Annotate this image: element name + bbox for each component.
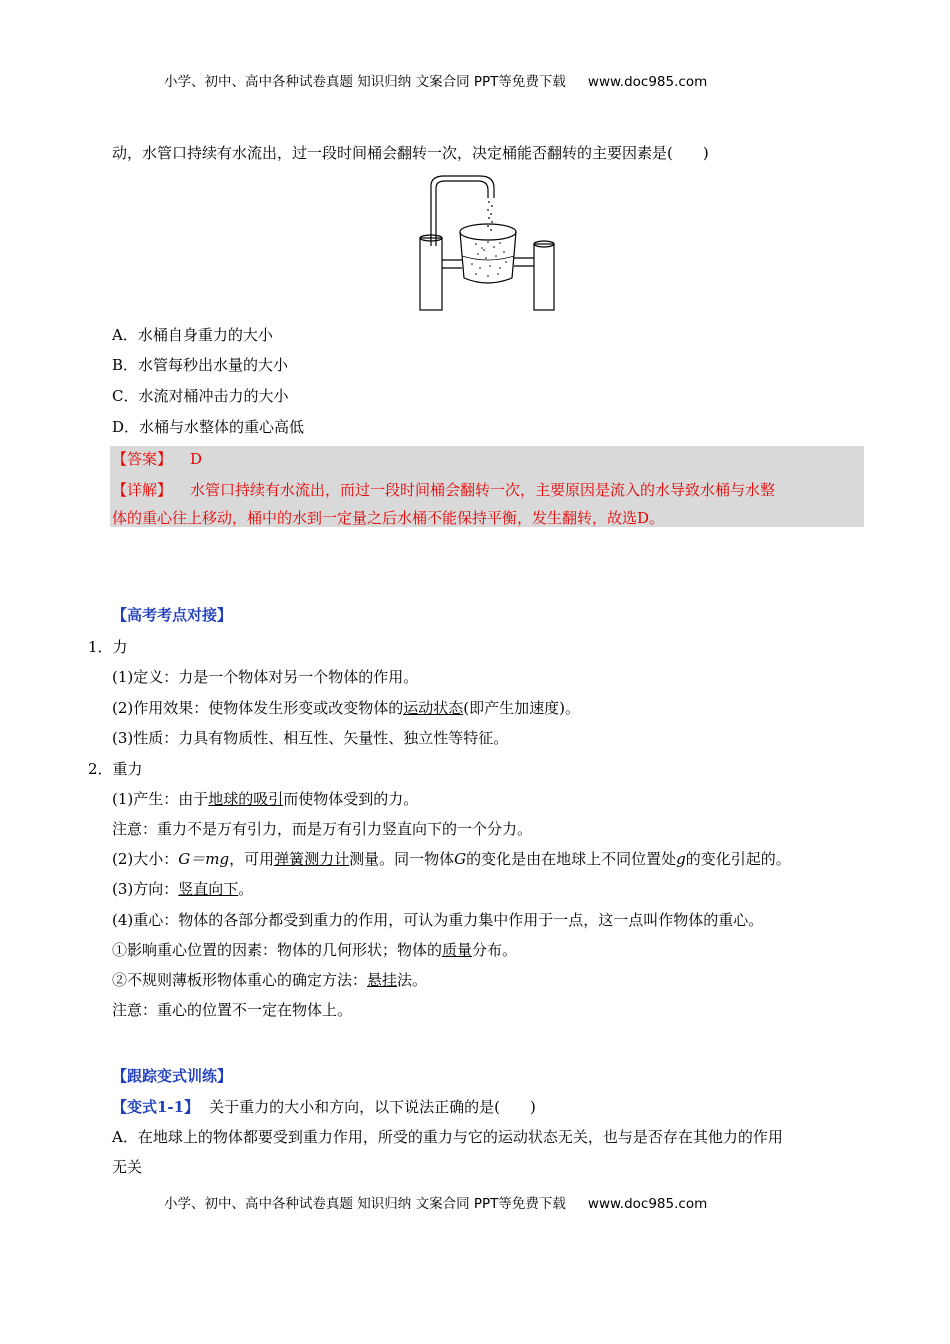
item2-origin-pre: (1)产生：由于 <box>112 790 209 808</box>
variant-option-a-line2[interactable]: 无关 <box>112 1158 143 1176</box>
item2-size-mid: ，可用 <box>229 850 275 868</box>
item1-nature: (3)性质：力具有物质性、相互性、矢量性、独立性等特征。 <box>112 729 509 747</box>
detail-text-2: 体的重心往上移动，桶中的水到一定量之后水桶不能保持平衡，发生翻转，故选D。 <box>112 509 665 527</box>
item2-heading: 2．重力 <box>88 760 143 778</box>
section-title-training: 【跟踪变式训练】 <box>112 1067 233 1085</box>
item2-size-pre: (2)大小： <box>112 850 179 868</box>
item2-size-g: g <box>676 850 686 868</box>
answer-label: 【答案】 <box>112 450 173 468</box>
option-d[interactable]: D．水桶与水整体的重心高低 <box>112 418 305 436</box>
header-url[interactable]: www.doc985.com <box>587 74 708 90</box>
footer-text: 小学、初中、高中各种试卷真题 知识归纳 文案合同 PPT等免费下载 <box>164 1196 566 1212</box>
page-header <box>164 70 707 90</box>
variant-option-a-line1[interactable]: A．在地球上的物体都要受到重力作用，所受的重力与它的运动状态无关，也与是否存在其他力的作用 <box>112 1128 783 1146</box>
item2-method-post: 法。 <box>397 971 428 989</box>
item2-size-key: 弹簧测力计 <box>274 850 350 868</box>
question-stem: 动，水管口持续有水流出，过一段时间桶会翻转一次，决定桶能否翻转的主要因素是( ) <box>112 144 709 162</box>
item1-heading: 1．力 <box>88 638 128 656</box>
item2-size-formula: G＝mg <box>178 850 230 868</box>
variant-text: 关于重力的大小和方向，以下说法正确的是( ) <box>209 1098 536 1116</box>
item2-method-pre: ②不规则薄板形物体重心的确定方法： <box>112 971 368 989</box>
option-c[interactable]: C．水流对桶冲击力的大小 <box>112 387 289 405</box>
option-b[interactable]: B．水管每秒出水量的大小 <box>112 356 289 374</box>
variant-question <box>112 1097 536 1117</box>
item2-size-post1: 测量。同一物体 <box>349 850 455 868</box>
item2-dir-post: 。 <box>238 880 254 898</box>
item2-size-G: G <box>454 850 467 868</box>
item1-effect-pre: (2)作用效果：使物体发生形变或改变物体的 <box>112 699 404 717</box>
item2-method-key: 悬挂 <box>367 971 398 989</box>
item2-method <box>112 970 427 990</box>
item2-size-post3: 的变化引起的。 <box>685 850 791 868</box>
item2-factor-key: 质量 <box>442 941 473 959</box>
detail-label: 【详解】 <box>112 481 173 499</box>
detail-line-1 <box>112 480 775 500</box>
header-text: 小学、初中、高中各种试卷真题 知识归纳 文案合同 PPT等免费下载 <box>164 74 566 90</box>
answer-line <box>112 449 202 469</box>
item2-note1: 注意：重力不是万有引力，而是万有引力竖直向下的一个分力。 <box>112 820 533 838</box>
item2-size-post2: 的变化是由在地球上不同位置处 <box>466 850 677 868</box>
variant-label: 【变式1-1】 <box>112 1098 200 1116</box>
item1-definition: (1)定义：力是一个物体对另一个物体的作用。 <box>112 668 419 686</box>
answer-value: D <box>190 450 203 468</box>
item2-factor <box>112 940 517 960</box>
item2-origin-key: 地球的吸引 <box>208 790 284 808</box>
page-footer <box>164 1192 707 1212</box>
footer-url[interactable]: www.doc985.com <box>587 1196 708 1212</box>
item2-factor-post: 分布。 <box>472 941 518 959</box>
section-title-exam: 【高考考点对接】 <box>112 606 233 624</box>
item1-effect-key: 运动状态 <box>403 699 464 717</box>
item2-dir-pre: (3)方向： <box>112 880 179 898</box>
item2-center: (4)重心：物体的各部分都受到重力的作用，可认为重力集中作用于一点，这一点叫作物体的重心。 <box>112 911 764 929</box>
item2-origin <box>112 789 418 809</box>
item2-factor-pre: ①影响重心位置的因素：物体的几何形状；物体的 <box>112 941 443 959</box>
detail-text-1: 水管口持续有水流出，而过一段时间桶会翻转一次，主要原因是流入的水导致水桶与水整 <box>190 481 776 499</box>
item1-effect-post: (即产生加速度)。 <box>463 699 580 717</box>
item2-note2: 注意：重心的位置不一定在物体上。 <box>112 1001 353 1019</box>
option-a[interactable]: A．水桶自身重力的大小 <box>112 326 273 344</box>
item2-direction <box>112 879 253 899</box>
item2-dir-key: 竖直向下 <box>178 880 239 898</box>
item1-effect <box>112 698 580 718</box>
item2-origin-post: 而使物体受到的力。 <box>283 790 419 808</box>
bucket-pipe-figure <box>414 172 556 312</box>
item2-size <box>112 849 791 869</box>
